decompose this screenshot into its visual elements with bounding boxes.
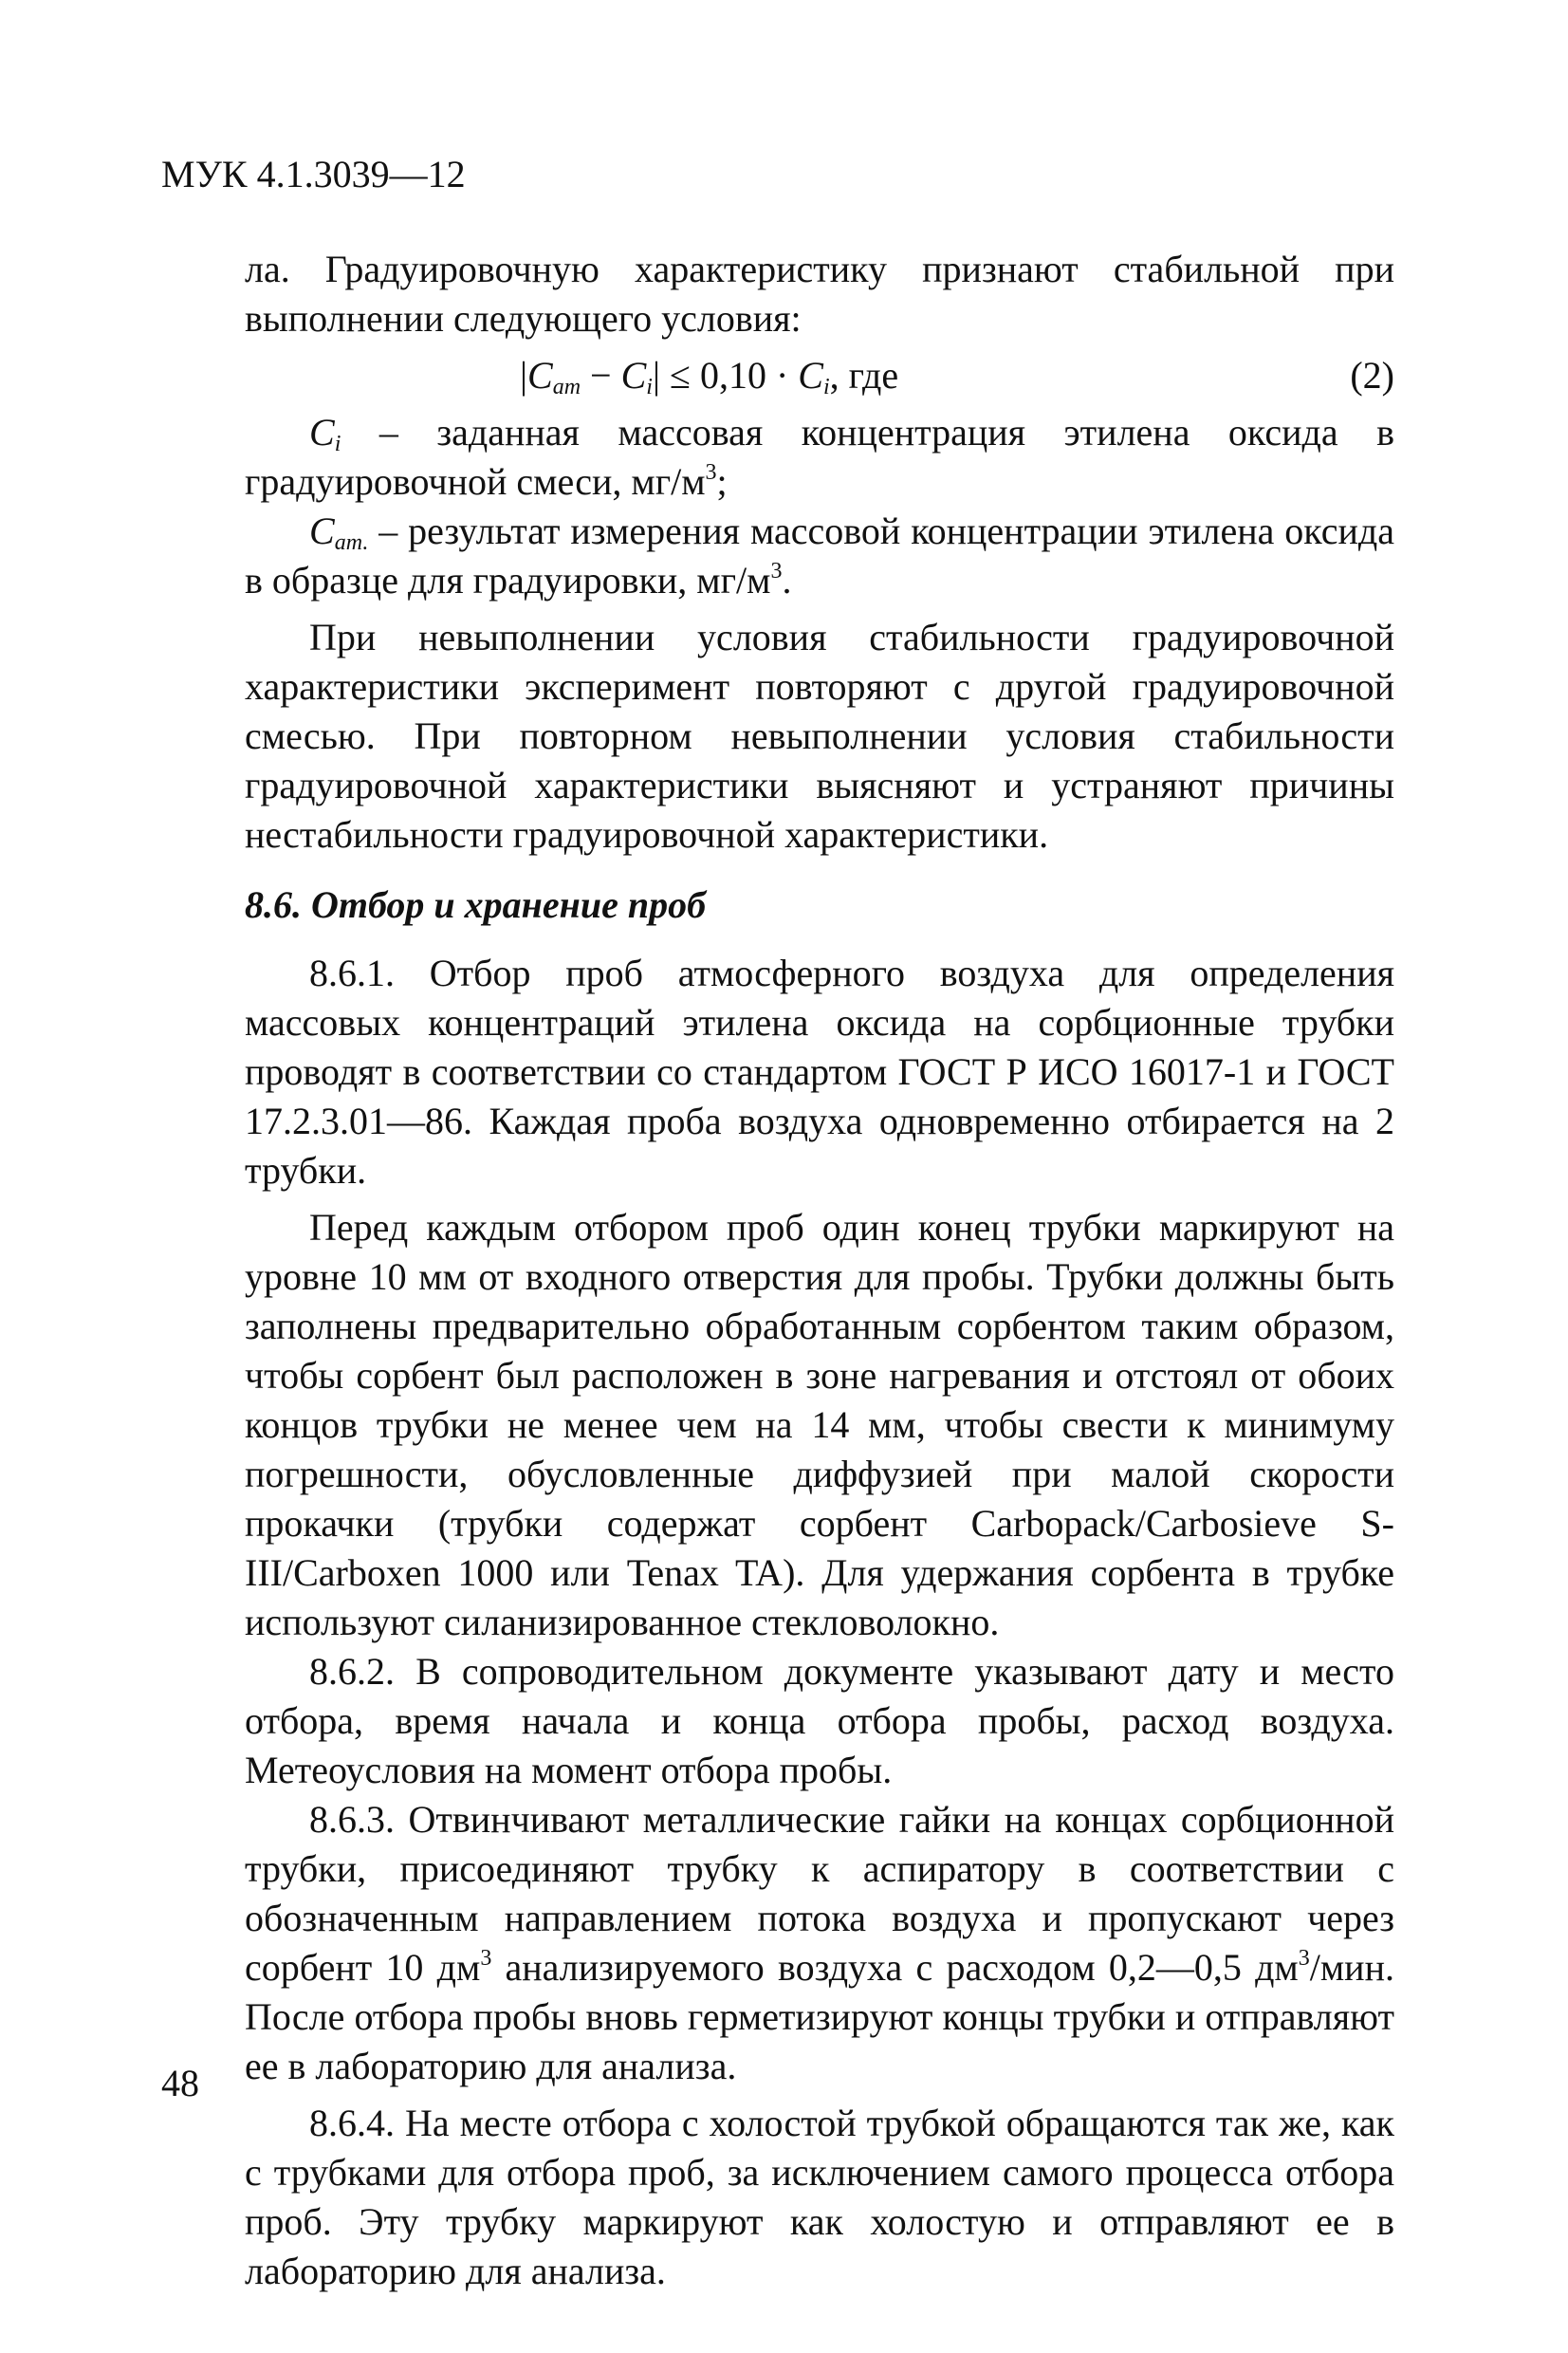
formula-tail: , где [829,354,899,397]
formula-c-i-sub: i [646,375,653,399]
formula-c-amt: C [527,354,553,397]
formula-rhs: ≤ 0,10 · [659,354,799,397]
document-body [245,245,1394,2296]
definition-ci-end: ; [716,460,728,503]
formula-c-i: C [620,354,647,397]
definition-camt-text: – результат измерения массовой концентрации этилена оксида в образце для градуировки, мг/м [245,510,1394,602]
section-title: 8.6. Отбор и хранение проб [245,883,707,926]
definition-ci [245,408,1394,507]
formula-abs-open: | [520,354,528,397]
formula-abs-close: | [652,354,660,397]
item-8-6-3-sup1: 3 [480,1946,492,1971]
definition-camt [245,507,1394,605]
item-8-6-3-part1: 8.6.3. Отвинчивают металлические гайки на концах сорбционной трубки, присоединяют трубку к аспиратору в соответствии с обозначенным направлением потока воздуха и пропускают через сорбент 10 дм [245,1798,1394,1989]
definition-ci-text: – заданная массовая концентрация этилена оксида в градуировочной смеси, мг/м [245,411,1394,503]
definition-ci-symbol-sub: i [334,432,341,456]
item-8-6-2: 8.6.2. В сопроводительном документе указывают дату и место отбора, время начала и конца отбора пробы, расход воздуха. Метеоусловия на момент отбора пробы. [245,1650,1394,1791]
formula-c-i-rhs: C [798,354,823,397]
item-8-6-3 [245,1795,1394,2091]
definition-ci-sup: 3 [705,460,717,485]
definition-ci-symbol: C [309,411,335,454]
definition-camt-end: . [782,559,792,602]
item-8-6-3-sup2: 3 [1298,1946,1310,1971]
paragraph-stability: При невыполнении условия стабильности градуировочной характеристики эксперимент повторяют с другой градуировочной смесью. При повторном невыполнении условия стабильности градуировочной характеристики выясняют и устраняют причины нестабильности градуировочной характеристики. [245,616,1394,856]
page-number: 48 [161,2062,199,2104]
item-8-6-1: 8.6.1. Отбор проб атмосферного воздуха для определения массовых концентраций этилена оксида на сорбционные трубки проводят в соответствии со стандартом ГОСТ Р ИСО 16017-1 и ГОСТ 17.2.3.01—86. Каждая проба воздуха одновременно отбирается на 2 трубки. [245,952,1394,1192]
paragraph-intro: ла. Градуировочную характеристику признают стабильной при выполнении следующего условия: [245,248,1394,340]
formula-2 [245,347,1394,406]
formula-c-i-rhs-sub: i [822,375,830,399]
item-8-6-3-part2: анализируемого воздуха с расходом 0,2—0,5 дм [491,1946,1299,1989]
formula-minus: − [581,354,621,397]
definition-camt-symbol-sub: ат. [334,530,369,555]
document-header: МУК 4.1.3039—12 [161,153,466,195]
definition-camt-symbol: C [309,510,335,552]
formula-number: (2) [1350,354,1394,397]
formula-c-amt-sub: ат [552,375,581,399]
formula-expression [520,351,898,400]
item-8-6-4: 8.6.4. На месте отбора с холостой трубкой обращаются так же, как с трубками для отбора проб, за исключением самого процесса отбора проб. Эту трубку маркируют как холостую и отправляют ее в лабораторию для анализа. [245,2102,1394,2292]
item-8-6-1-details: Перед каждым отбором проб один конец трубки маркируют на уровне 10 мм от входного отверстия для пробы. Трубки должны быть заполнены предварительно обработанным сорбентом таким образом, чтобы сорбент был расположен в зоне нагревания и отстоял от обоих концов трубки не менее чем на 14 мм, чтобы свести к минимуму погрешности, обусловленные диффузией при малой скорости прокачки (трубки содержат сорбент Carbopack/Carbosieve S-III/Carboxen 1000 или Tenax TA). Для удержания сорбента в трубке используют силанизированное стекловолокно. [245,1206,1394,1643]
item-8-6-3-part3: /мин. После отбора пробы вновь герметизируют концы трубки и отправляют ее в лабораторию для анализа. [245,1946,1394,2087]
definition-camt-sup: 3 [770,559,783,584]
